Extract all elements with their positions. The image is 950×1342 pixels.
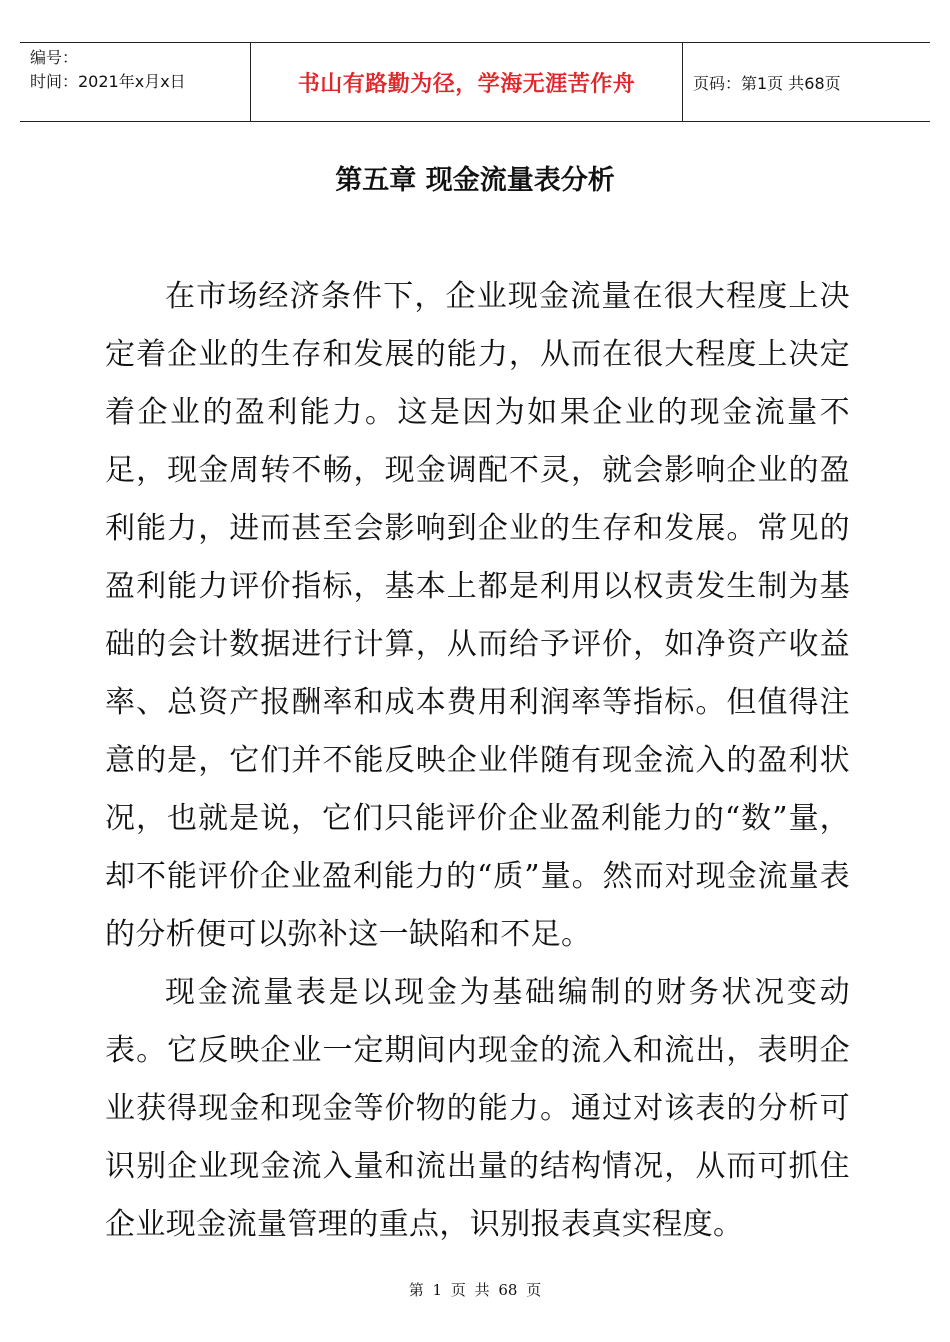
body-paragraph: 在市场经济条件下，企业现金流量在很大程度上决定着企业的生存和发展的能力，从而在很大程度上决定着企业的盈利能力。这是因为如果企业的现金流量不足，现金周转不畅，现金调配不灵，就会影响企业的盈利能力，进而甚至会影响到企业的生存和发展。常见的盈利能力评价指标，基本上都是利用以权责发生制为基础的会计数据进行计算，从而给予评价，如净资产收益率、总资产报酬率和成本费用利润率等指标。但值得注意的是，它们并不能反映企业伴随有现金流入的盈利状况，也就是说，它们只能评价企业盈利能力的“数”量，却不能评价企业盈利能力的“质”量。然而对现金流量表的分析便可以弥补这一缺陷和不足。 — [105, 279, 850, 952]
document-body — [105, 268, 850, 1254]
chapter-title: 第五章 现金流量表分析 — [335, 165, 615, 196]
document-time-label: 时间：2021年x月x日 — [30, 72, 186, 91]
header-page-info: 页码：第1页 共68页 — [693, 73, 841, 93]
header-meta — [20, 43, 251, 121]
body-paragraph: 现金流量表是以现金为基础编制的财务状况变动表。它反映企业一定期间内现金的流入和流出，表明企业获得现金和现金等价物的能力。通过对该表的分析可识别企业现金流入量和流出量的结构情况，从而可抓住企业现金流量管理的重点，识别报表真实程度。 — [105, 975, 850, 1242]
document-code-label: 编号： — [30, 48, 79, 67]
header-motto: 书山有路勤为径，学海无涯苦作舟 — [251, 43, 683, 121]
page-header — [20, 42, 930, 122]
page-footer: 第 1 页 共 68 页 — [408, 1281, 542, 1299]
